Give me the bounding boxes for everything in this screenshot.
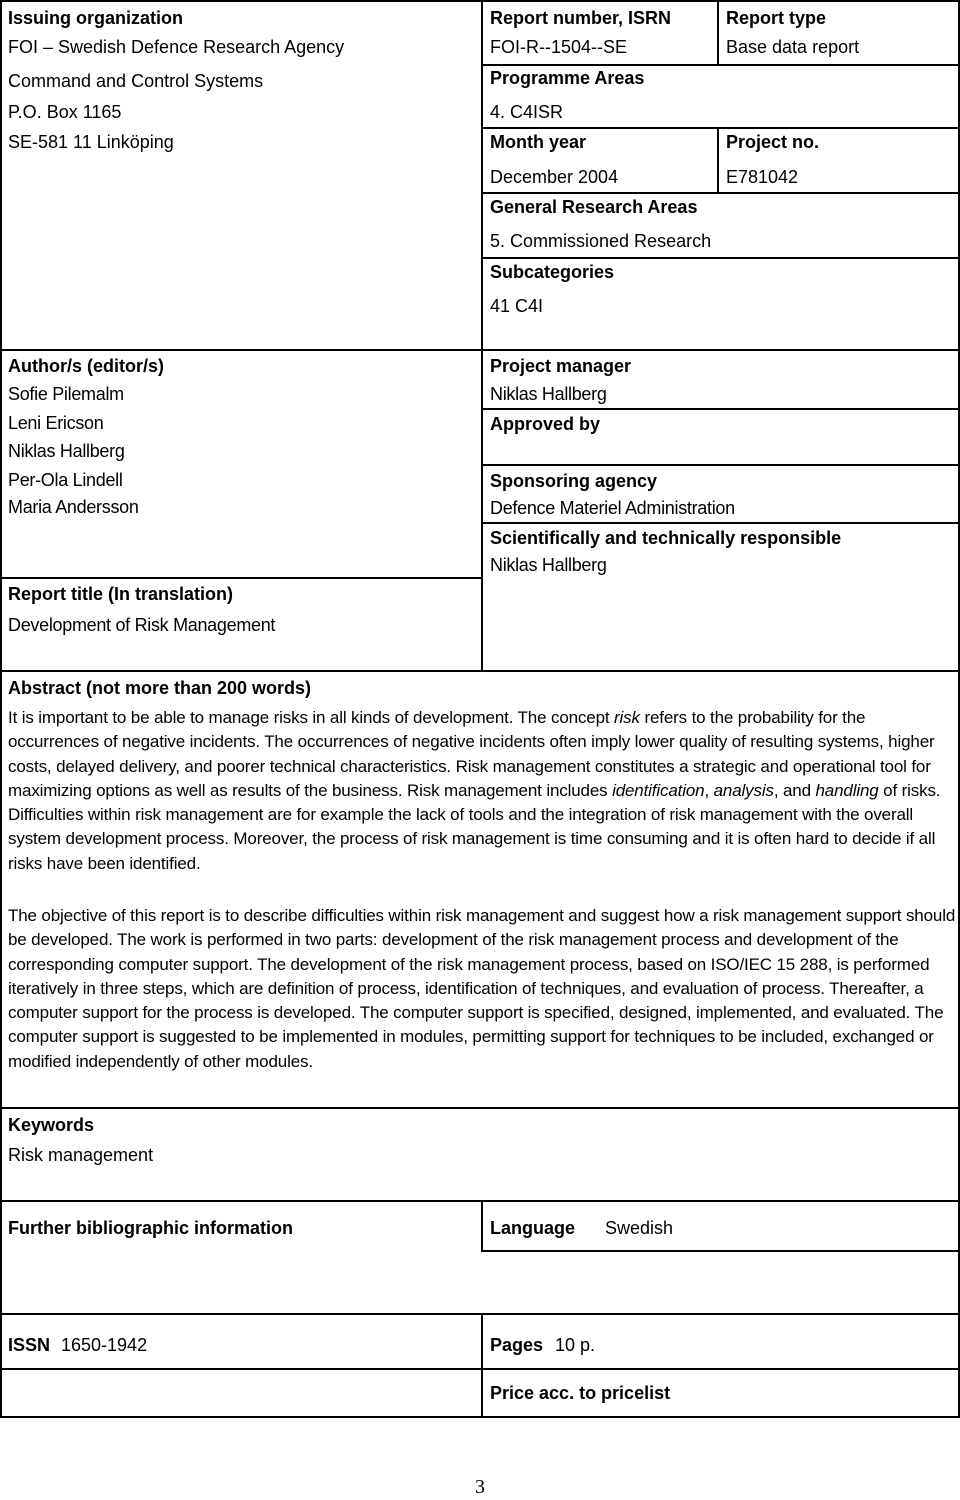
project-no-label: Project no. xyxy=(726,132,820,152)
month-year-label: Month year xyxy=(490,132,587,152)
sponsoring-agency-value: Defence Materiel Administration xyxy=(490,498,735,518)
general-research-value: 5. Commissioned Research xyxy=(490,231,712,251)
report-number-value: FOI-R--1504--SE xyxy=(490,37,628,57)
divider-row-authors-bottom xyxy=(0,577,482,579)
month-year-value: December 2004 xyxy=(490,167,619,187)
divider-col-right-top xyxy=(717,0,719,66)
border-top xyxy=(0,0,960,2)
report-type-value: Base data report xyxy=(726,37,860,57)
subcategories-label: Subcategories xyxy=(490,262,615,282)
author-name: Leni Ericson xyxy=(8,413,104,433)
keywords-value: Risk management xyxy=(8,1145,154,1165)
divider-row-sponsor xyxy=(481,522,960,524)
border-bottom xyxy=(0,1416,960,1418)
approved-by-label: Approved by xyxy=(490,414,601,434)
author-name: Per-Ola Lindell xyxy=(8,470,123,490)
report-title-value: Development of Risk Management xyxy=(8,615,276,635)
abstract-label: Abstract (not more than 200 words) xyxy=(8,678,312,698)
report-number-label: Report number, ISRN xyxy=(490,8,672,28)
divider-row-month xyxy=(481,192,960,194)
abstract-paragraph-1: It is important to be able to manage risks in all kinds of development. The concept risk refers to the probability for the occurrences of negative incidents. The occurrences of negative incidents often imply lower quality of resulting systems, higher costs, delayed delivery, and poorer technical characteristics. Risk management constitutes a strategic and operational tool for maximizing options as well as results of the business. Risk management includes identification, analysis, and handling of risks. Difficulties within risk management are for example the lack of tools and the integration of risk management with the overall system development process. Moreover, the process of risk management is time consuming and it is often hard to decide if all risks have been identified. xyxy=(8,708,941,873)
issn-value: 1650-1942 xyxy=(61,1335,148,1355)
divider-row-general xyxy=(481,257,960,259)
issuing-org-line: P.O. Box 1165 xyxy=(8,102,122,122)
pages-label: Pages xyxy=(490,1335,544,1355)
issuing-org-line: Command and Control Systems xyxy=(8,71,264,91)
divider-col-mid-language xyxy=(481,1200,483,1252)
author-name: Niklas Hallberg xyxy=(8,441,125,461)
divider-row-projmgr xyxy=(481,408,960,410)
divider-col-mid-issn xyxy=(481,1313,483,1418)
divider-row-programme xyxy=(481,127,960,129)
divider-row-further-bottom xyxy=(0,1313,960,1315)
authors-label: Author/s (editor/s) xyxy=(8,356,164,376)
abstract-paragraph-2: The objective of this report is to describe difficulties within risk management and suggest how a risk management support should be developed. The work is performed in two parts: development of the risk management process and development of the corresponding computer support. The development of the risk management process, based on ISO/IEC 15 288, is performed iteratively in three steps, which are definition of process, identification of techniques, and evaluation of process. Thereafter, a computer support for the process is developed. The computer support is specified, designed, implemented, and evaluated. The computer support is suggested to be implemented in modules, permitting support for techniques to be included, exchanged or modified independently of other modules. xyxy=(8,906,956,1071)
divider-row-abstract-bottom xyxy=(0,1107,960,1109)
divider-row-reportnum xyxy=(481,64,960,66)
author-name: Sofie Pilemalm xyxy=(8,384,124,404)
programme-areas-label: Programme Areas xyxy=(490,68,645,88)
general-research-label: General Research Areas xyxy=(490,197,698,217)
divider-row-keywords-bottom xyxy=(0,1200,960,1202)
issn-label: ISSN xyxy=(8,1335,51,1355)
divider-row-abstract-top xyxy=(0,670,960,672)
issuing-org-line: FOI – Swedish Defence Research Agency xyxy=(8,37,345,57)
report-type-label: Report type xyxy=(726,8,827,28)
subcategories-value: 41 C4I xyxy=(490,296,544,316)
author-name: Maria Andersson xyxy=(8,497,139,517)
price-label: Price acc. to pricelist xyxy=(490,1383,671,1403)
project-no-value: E781042 xyxy=(726,167,799,187)
divider-col-mid-top xyxy=(481,0,483,350)
project-manager-value: Niklas Hallberg xyxy=(490,384,607,404)
report-title-label: Report title (In translation) xyxy=(8,584,233,604)
divider-row-language xyxy=(481,1250,960,1252)
divider-col-mid-authors xyxy=(481,349,483,671)
sci-responsible-label: Scientifically and technically responsible xyxy=(490,528,842,548)
project-manager-label: Project manager xyxy=(490,356,632,376)
divider-row-header xyxy=(0,349,960,351)
border-left xyxy=(0,0,2,1418)
sci-responsible-value: Niklas Hallberg xyxy=(490,555,607,575)
further-bib-label: Further bibliographic information xyxy=(8,1218,293,1238)
language-value: Swedish xyxy=(605,1218,674,1238)
divider-row-approved xyxy=(481,464,960,466)
divider-col-right-month xyxy=(717,127,719,193)
page-number: 3 xyxy=(475,1476,485,1498)
programme-areas-value: 4. C4ISR xyxy=(490,102,564,122)
issuing-org-line: SE-581 11 Linköping xyxy=(8,132,174,152)
keywords-label: Keywords xyxy=(8,1115,95,1135)
issuing-org-label: Issuing organization xyxy=(8,8,184,28)
language-label: Language xyxy=(490,1218,576,1238)
pages-value: 10 p. xyxy=(555,1335,596,1355)
divider-row-issn xyxy=(0,1368,960,1370)
sponsoring-agency-label: Sponsoring agency xyxy=(490,471,658,491)
